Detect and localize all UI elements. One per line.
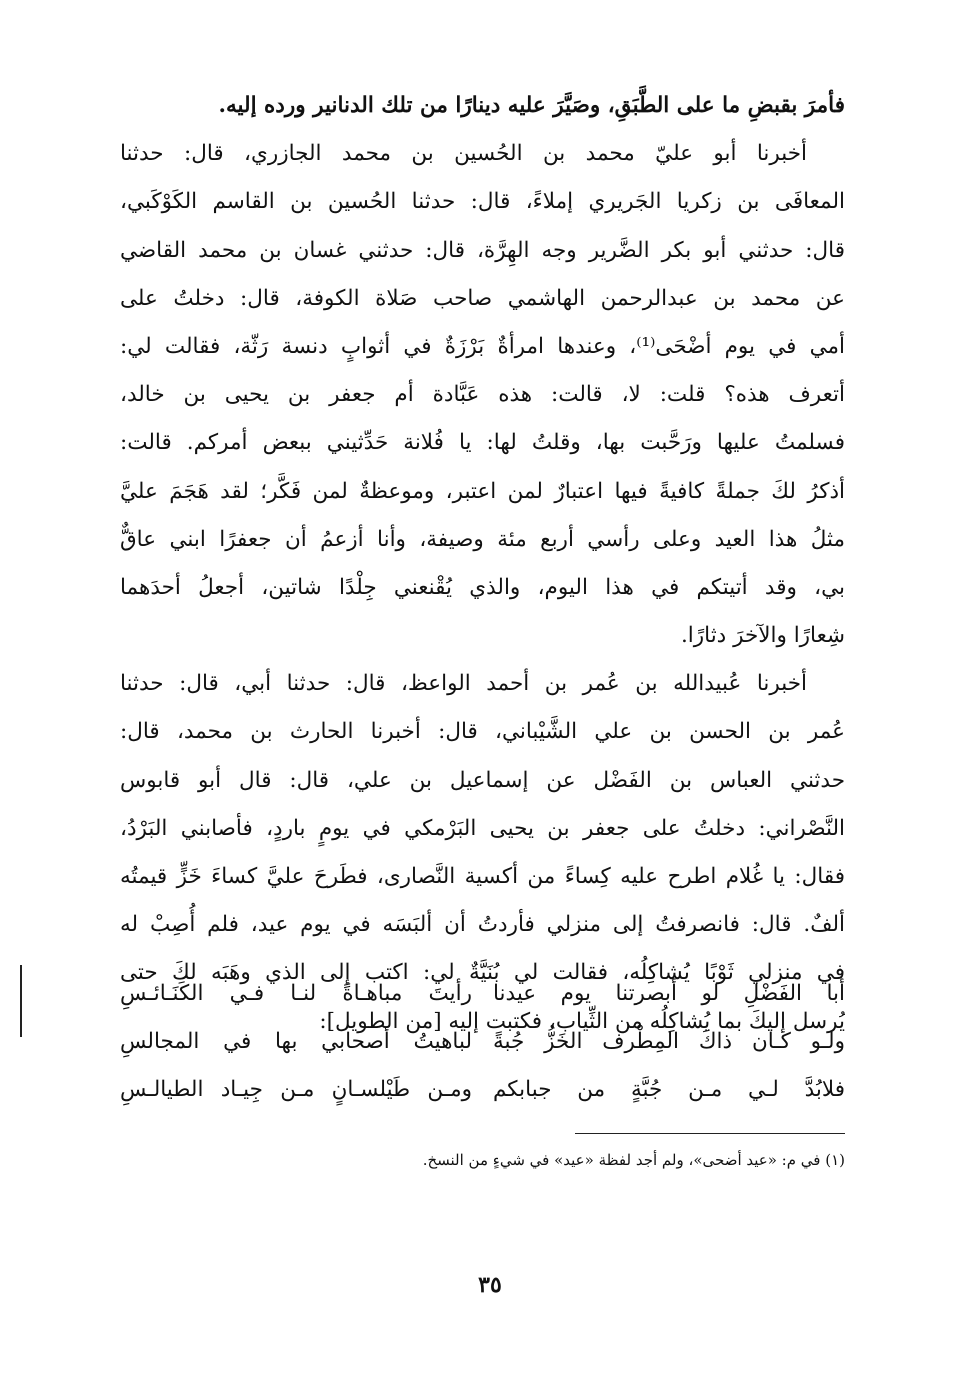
poem-verse bbox=[120, 970, 845, 1018]
text-line: المعافَى بن زكريا الجَريري إملاءً، قال: حدثنا الحُسين بن القاسم الكَوْكَبي، bbox=[120, 189, 845, 215]
text-line: ألفٌ. قال: فانصرفتُ إلى منزلي فأردتُ أن ألبَسَه في يوم عيد، فلم أُصِبْ له bbox=[120, 912, 845, 938]
footnote-separator bbox=[575, 1133, 845, 1134]
text-line: أخبرنا أبو عليّ محمد بن الحُسين بن محمد الجازري، قال: حدثنا bbox=[120, 141, 807, 167]
text-line: فأمرَ بقبضِ ما على الطَّبَقِ، وصَيَّرَ عليه دينارًا من تلك الدنانير ورده إليه. bbox=[218, 93, 845, 118]
verse-first-hemistich: أبا الفَضْلِ لو أبصرتنا يوم عيدنا bbox=[493, 981, 845, 1006]
text-line: النَّصْراني: دخلتُ على جعفر بن يحيى البَرْمكي في يومٍ باردٍ، فأصابني البَرْدُ، bbox=[120, 815, 845, 841]
verse-second-hemistich: ومـن طَيْلسـانٍ مـن جِيـاد الطيالـسِ bbox=[120, 1077, 472, 1102]
page-number: ٣٥ bbox=[478, 1272, 502, 1298]
text-line: في منزلي ثَوْبًا يُشاكِلُه، فقالت لي بُنَيَّةٌ لي: اكتب إلى الذي وهَبَه لكَ حتى bbox=[120, 960, 845, 986]
text-line: فسلمتُ عليها ورَحَّبت بها، وقلتُ لها: يا فُلانة حَدِّثيني ببعض أمركم. قالت: bbox=[120, 430, 845, 456]
poem-verse bbox=[120, 1066, 845, 1114]
text-line: بي، وقد أتيتكم في هذا اليوم، والذي يُقْنعني جِلْدًا شاتين، أجعلُ أحدَهما bbox=[120, 574, 845, 600]
margin-mark bbox=[20, 965, 22, 1037]
text-line: حدثني العباس بن الفَضْل عن إسماعيل بن علي، قال: قال أبو قابوس bbox=[120, 767, 845, 793]
footnote: (١) في م: «عيد أضحى»، ولم أجد لفظة «عيد» في شيءٍ من النسخ. bbox=[422, 1151, 845, 1169]
text-line: أمي في يوم أضْحَى⁽¹⁾، وعندها امرأةٌ بَرْزَةٌ في أثوابٍ دنسة رَثّة، فقالت لي: bbox=[120, 333, 845, 359]
text-line: فقال: يا غُلام اطرح عليه كِساءً من أكسية النَّصارى، فطَرحَ عليَّ كساءَ خَزٍّ قيمتُه bbox=[120, 864, 845, 889]
text-line: عُمر بن الحسن بن علي الشَّيْباني، قال: أخبرنا الحارث بن محمد، قال: bbox=[120, 719, 845, 745]
text-line: مثلُ هذا العيد وعلى رأسي أربع مئة وصيفة، وأنا أزعمُ أن جعفرًا ابني عاقٌّ bbox=[120, 526, 845, 552]
text-line: أتعرف هذه؟ قلت: لا، قالت: هذه عَبَّادة أم جعفر بن يحيى بن خالد، bbox=[120, 382, 845, 408]
verse-first-hemistich: ولـو كـان ذاكَ المِطْرف الخَزُّ جُبةً bbox=[493, 1029, 845, 1054]
text-line: يُرسل إليكَ بما يُشاكِلُه من الثِّياب، فكتبت إليه [من الطويل]: bbox=[319, 1008, 845, 1034]
text-line: شِعارًا والآخرَ دثارًا. bbox=[680, 623, 845, 649]
verse-first-hemistich: فلابُدَّ لـي مـن جُبَّةٍ من جبابكم bbox=[493, 1077, 845, 1102]
text-line: أذكرُ لكَ جملةً كافيةً فيها اعتبارٌ لمن اعتبر، وموعظةٌ لمن فَكَّر؛ لقد هَجَمَ عليَّ bbox=[120, 478, 845, 504]
text-line: أخبرنا عُبيدالله بن عُمر بن أحمد الواعظ، قال: حدثنا أبي، قال: حدثنا bbox=[120, 671, 807, 697]
poem bbox=[120, 970, 845, 1114]
text-line: قال: حدثني أبو بكر الضَّرير وجه الهِرَّة، قال: حدثني غسان بن محمد القاضي bbox=[120, 237, 845, 263]
text-line: عن محمد بن عبدالرحمن الهاشمي صاحب صَلاة الكوفة، قال: دخلتُ على bbox=[120, 285, 845, 311]
verse-second-hemistich: رأيتَ مباهـاةً لنـا فـي الكَنَـائـسِ bbox=[120, 981, 472, 1006]
main-text bbox=[120, 82, 845, 1046]
verse-second-hemistich: لباهيتُ أصحابي بها في المجالسِ bbox=[120, 1029, 472, 1054]
poem-verse bbox=[120, 1018, 845, 1066]
